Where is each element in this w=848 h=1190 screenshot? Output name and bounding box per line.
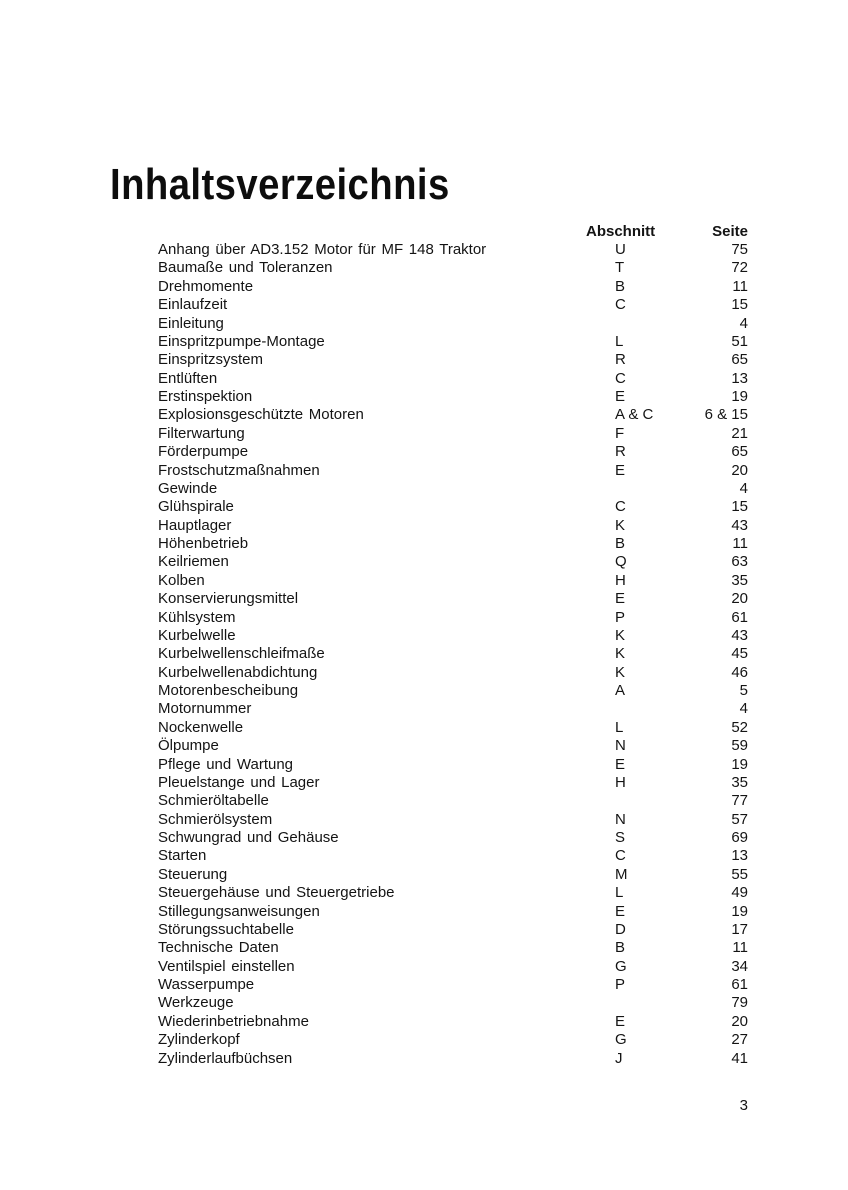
toc-entry-title: Keilriemen — [158, 553, 229, 571]
toc-row — [0, 370, 848, 388]
toc-entry-page: 11 — [732, 535, 748, 552]
toc-row — [0, 590, 848, 608]
toc-entry-page: 13 — [731, 847, 748, 865]
toc-entry-title: Höhenbetrieb — [158, 535, 249, 552]
toc-entry-section: B — [615, 939, 626, 957]
toc-entry-section: U — [615, 241, 626, 258]
toc-row — [0, 645, 848, 663]
toc-entry-page: 20 — [731, 461, 748, 479]
toc-entry-title: Erstinspektion — [158, 388, 253, 405]
toc-entry-title: Steuergehäuse und Steuergetriebe — [158, 884, 395, 902]
toc-row — [0, 958, 848, 976]
toc-entry-title: Einleitung — [158, 314, 224, 332]
toc-entry-title: Entlüften — [158, 369, 218, 387]
toc-row — [0, 664, 848, 682]
toc-row — [0, 462, 848, 480]
toc-entry-page: 21 — [731, 424, 748, 442]
toc-entry-title: Kühlsystem — [158, 608, 236, 626]
toc-entry-section: C — [615, 296, 626, 314]
toc-entry-page: 11 — [732, 939, 748, 957]
toc-entry-section: B — [615, 277, 626, 295]
toc-entry-title: Steuerung — [158, 865, 228, 883]
toc-entry-page: 65 — [731, 351, 748, 369]
toc-entry-page: 35 — [731, 571, 748, 589]
toc-entry-section: E — [615, 388, 626, 405]
toc-entry-title: Ventilspiel einstellen — [158, 957, 295, 975]
toc-entry-title: Wiederinbetriebnahme — [158, 1012, 309, 1030]
toc-entry-section: D — [615, 920, 626, 938]
toc-row — [0, 939, 848, 957]
toc-entry-section: K — [615, 626, 626, 644]
toc-entry-title: Zylinderkopf — [158, 1031, 240, 1049]
toc-entry-title: Frostschutzmaßnahmen — [158, 461, 320, 479]
toc-entry-section: E — [615, 902, 626, 920]
toc-entry-title: Technische Daten — [158, 939, 279, 957]
toc-entry-page: 19 — [731, 755, 748, 773]
toc-entry-page: 4 — [739, 700, 748, 718]
toc-entry-title: Ölpumpe — [158, 737, 219, 755]
toc-entry-section: G — [615, 957, 627, 975]
toc-row — [0, 553, 848, 571]
toc-entry-page: 45 — [731, 645, 748, 663]
toc-entry-page: 15 — [731, 498, 748, 516]
toc-row — [0, 498, 848, 516]
toc-row — [0, 792, 848, 810]
toc-entry-title: Schwungrad und Gehäuse — [158, 829, 339, 846]
toc-row — [0, 847, 848, 865]
toc-entry-page: 13 — [731, 369, 748, 387]
toc-entry-page: 34 — [731, 957, 748, 975]
toc-entry-title: Einspritzpumpe-Montage — [158, 332, 325, 350]
toc-entry-title: Explosionsgeschützte Motoren — [158, 406, 364, 424]
toc-entry-section: F — [615, 424, 625, 442]
toc-entry-title: Schmierölsystem — [158, 810, 273, 828]
toc-row — [0, 737, 848, 755]
toc-entry-page: 20 — [731, 1012, 748, 1030]
toc-entry-page: 63 — [731, 553, 748, 571]
toc-entry-section: B — [615, 535, 626, 552]
toc-entry-page: 6 & 15 — [704, 406, 748, 424]
toc-row — [0, 259, 848, 277]
toc-row — [0, 406, 848, 424]
toc-entry-page: 79 — [731, 994, 748, 1012]
toc-entry-section: M — [615, 865, 628, 883]
toc-entry-section: C — [615, 369, 626, 387]
toc-entry-page: 11 — [732, 277, 748, 295]
toc-header-row — [0, 222, 848, 241]
toc-header-page: Seite — [712, 223, 748, 240]
toc-header-section: Abschnitt — [586, 223, 656, 240]
toc-entry-page: 43 — [731, 516, 748, 534]
toc-row — [0, 517, 848, 535]
toc-entry-title: Konservierungsmittel — [158, 590, 299, 608]
toc-row — [0, 1031, 848, 1049]
toc-entry-page: 77 — [731, 792, 748, 810]
toc-row — [0, 774, 848, 792]
toc-entry-section: G — [615, 1031, 627, 1049]
toc-row — [0, 443, 848, 461]
toc-row — [0, 719, 848, 737]
toc-entry-section: H — [615, 571, 626, 589]
toc-row — [0, 351, 848, 369]
toc-entry-page: 5 — [739, 682, 748, 699]
toc-row — [0, 425, 848, 443]
toc-entry-section: C — [615, 498, 626, 516]
toc-row — [0, 903, 848, 921]
toc-entry-page: 51 — [731, 332, 748, 350]
toc-row — [0, 756, 848, 774]
toc-entry-section: H — [615, 773, 626, 791]
toc-entry-section: T — [615, 259, 625, 277]
toc-row — [0, 829, 848, 847]
toc-entry-section: S — [615, 829, 626, 846]
toc-row — [0, 241, 848, 259]
toc-entry-title: Glühspirale — [158, 498, 234, 516]
toc-entry-page: 15 — [731, 296, 748, 314]
toc-entry-title: Schmieröltabelle — [158, 792, 269, 810]
toc-row — [0, 1013, 848, 1031]
toc-entry-title: Wasserpumpe — [158, 976, 255, 993]
toc-entry-page: 72 — [731, 259, 748, 277]
toc-entry-page: 59 — [731, 737, 748, 755]
toc-entry-page: 61 — [731, 976, 748, 993]
toc-entry-section: P — [615, 976, 626, 993]
toc-entry-section: C — [615, 847, 626, 865]
toc-entry-page: 75 — [731, 241, 748, 258]
toc-entry-title: Filterwartung — [158, 424, 245, 442]
toc-entry-page: 55 — [731, 865, 748, 883]
toc-entry-section: R — [615, 443, 626, 461]
toc-row — [0, 976, 848, 994]
toc-entry-section: P — [615, 608, 626, 626]
toc-entry-section: E — [615, 461, 626, 479]
toc-entry-title: Baumaße und Toleranzen — [158, 259, 333, 277]
page-title: Inhaltsverzeichnis — [110, 160, 450, 209]
toc-entry-page: 4 — [739, 479, 748, 497]
toc-entry-section: A & C — [615, 406, 654, 424]
toc-entry-page: 69 — [731, 829, 748, 846]
toc-entry-title: Hauptlager — [158, 516, 232, 534]
page-number: 3 — [739, 1097, 748, 1114]
toc-entry-page: 41 — [731, 1049, 748, 1067]
toc-entry-page: 20 — [731, 590, 748, 608]
toc-entry-title: Anhang über AD3.152 Motor für MF 148 Traktor — [158, 241, 487, 258]
toc-entry-title: Kolben — [158, 571, 205, 589]
toc-entry-page: 43 — [731, 626, 748, 644]
toc-entry-title: Pflege und Wartung — [158, 755, 294, 773]
toc-entry-title: Förderpumpe — [158, 443, 249, 461]
toc-entry-title: Einlaufzeit — [158, 296, 228, 314]
toc-entry-section: E — [615, 755, 626, 773]
toc-row — [0, 921, 848, 939]
toc-row — [0, 811, 848, 829]
toc-entry-section: Q — [615, 553, 627, 571]
toc-row — [0, 627, 848, 645]
toc-entry-section: N — [615, 810, 626, 828]
toc-entry-section: L — [615, 332, 624, 350]
toc-entry-title: Kurbelwelle — [158, 626, 236, 644]
toc-row — [0, 866, 848, 884]
toc-entry-title: Nockenwelle — [158, 718, 244, 736]
toc-row — [0, 1050, 848, 1068]
toc-entry-title: Zylinderlaufbüchsen — [158, 1049, 293, 1067]
toc-entry-section: N — [615, 737, 626, 755]
toc-entry-section: J — [615, 1049, 623, 1067]
toc-entry-title: Gewinde — [158, 479, 218, 497]
toc-entry-page: 35 — [731, 773, 748, 791]
toc-row — [0, 572, 848, 590]
toc-entry-title: Starten — [158, 847, 207, 865]
toc-entry-page: 4 — [739, 314, 748, 332]
toc-entry-section: R — [615, 351, 626, 369]
toc-entry-title: Drehmomente — [158, 277, 254, 295]
toc-row — [0, 682, 848, 700]
toc-rows — [0, 241, 848, 1068]
toc-entry-page: 49 — [731, 884, 748, 902]
toc-entry-page: 61 — [731, 608, 748, 626]
toc-entry-page: 17 — [731, 920, 748, 938]
toc-entry-section: L — [615, 718, 624, 736]
toc-entry-page: 57 — [731, 810, 748, 828]
toc-entry-title: Pleuelstange und Lager — [158, 773, 320, 791]
toc-row — [0, 700, 848, 718]
toc-row — [0, 388, 848, 406]
toc-entry-title: Kurbelwellenabdichtung — [158, 663, 318, 681]
toc-entry-section: K — [615, 663, 626, 681]
toc-row — [0, 278, 848, 296]
toc-row — [0, 884, 848, 902]
toc-entry-page: 27 — [731, 1031, 748, 1049]
toc-entry-section: A — [615, 682, 626, 699]
toc-entry-page: 65 — [731, 443, 748, 461]
toc-entry-title: Einspritzsystem — [158, 351, 264, 369]
toc-row — [0, 333, 848, 351]
toc-row — [0, 535, 848, 553]
toc-entry-section: L — [615, 884, 624, 902]
toc-entry-section: K — [615, 516, 626, 534]
toc-entry-title: Motorenbescheibung — [158, 682, 299, 699]
toc-entry-page: 19 — [731, 902, 748, 920]
toc-entry-page: 46 — [731, 663, 748, 681]
toc-row — [0, 480, 848, 498]
toc-entry-title: Motornummer — [158, 700, 252, 718]
toc-entry-section: E — [615, 590, 626, 608]
toc-entry-page: 19 — [731, 388, 748, 405]
toc-row — [0, 609, 848, 627]
toc-entry-title: Kurbelwellenschleifmaße — [158, 645, 325, 663]
toc-row — [0, 296, 848, 314]
toc-entry-page: 52 — [731, 718, 748, 736]
toc-row — [0, 315, 848, 333]
toc-entry-title: Störungssuchtabelle — [158, 920, 294, 938]
toc-row — [0, 994, 848, 1012]
toc-entry-title: Stillegungsanweisungen — [158, 902, 320, 920]
toc-entry-title: Werkzeuge — [158, 994, 234, 1012]
toc-entry-section: E — [615, 1012, 626, 1030]
toc-entry-section: K — [615, 645, 626, 663]
